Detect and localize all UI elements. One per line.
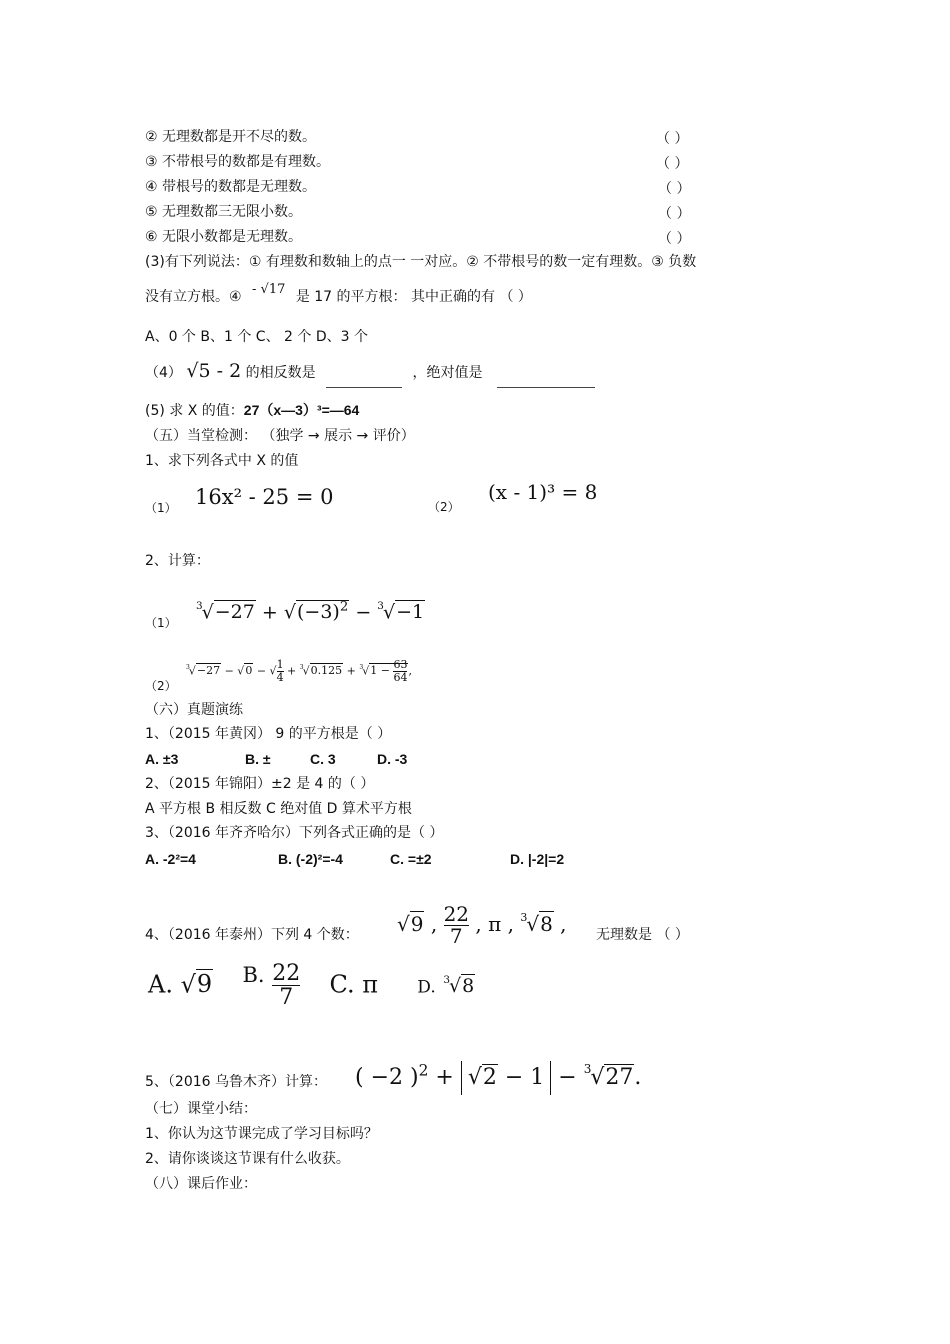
calc2-label: （2） [145,679,177,693]
s6-q1-option-d: D. -3 [377,751,408,767]
section7-title: （七）课堂小结： [145,1101,257,1117]
q5-equation: 27（x—3）³=—64 [243,402,360,418]
s6-q1-option-b: B. ± [245,751,271,767]
s6-q4-options: A. √9 B. $\frac{22}{7}$ C. π D. $^3$√8 [148,961,475,1011]
q4-line [145,356,595,388]
judgment-5-paren: （ ） [658,206,691,222]
q3-line2-a: 没有立方根。④ [145,289,242,305]
s6-q3-option-a: A. -2²=4 [145,851,196,867]
q4-text-a: 的相反数是 [245,365,316,381]
s6-q4-option-b-letter: B. [242,963,265,988]
q3-line2-b: 是 17 的平方根： 其中正确的有 （ ） [295,289,532,305]
judgment-2: ② 无理数都是开不尽的数。 [145,129,317,145]
sqrt5-minus-2: √5 - 2 [186,360,242,382]
q5-label: (5) 求 X 的值： [145,403,244,419]
sqrt17-expression: - √17 [252,282,286,297]
judgment-5: ⑤ 无理数都三无限小数。 [145,204,303,220]
s7-q2: 2、请你谈谈这节课有什么收获。 [145,1151,350,1167]
judgment-3-paren: （ ） [656,156,689,172]
calc1-expression: $^3√-27 + √(-3)^2 - ^3√-1$ [196,600,425,624]
judgment-4-paren: （ ） [658,181,691,197]
s6-q3-option-d: D. |-2|=2 [510,851,565,867]
eq2-label: （2） [428,500,460,514]
opposite-answer-blank[interactable] [326,373,402,388]
judgment-6-paren: （ ） [658,231,691,247]
judgment-6: ⑥ 无限小数都是无理数。 [145,229,303,245]
s6-q2-options: A 平方根 B 相反数 C 绝对值 D 算术平方根 [145,801,412,817]
q3-line1: (3)有下列说法：① 有理数和数轴上的点一 一对应。② 不带根号的数一定有理数。③ 负数 [145,254,697,270]
q5-line [145,401,359,420]
section5-q2: 2、计算： [145,553,210,569]
s6-q4-option-a-letter: A. [148,970,173,999]
eq1-math: 16x² - 25 = 0 [195,485,334,509]
s6-q1: 1、（2015 年黄冈） 9 的平方根是（ ） [145,726,392,742]
s6-q3: 3、（2016 年齐齐哈尔）下列各式正确的是（ ） [145,825,444,841]
q4-label: （4） [145,365,182,381]
s6-q3-option-b: B. (-2)²=-4 [278,851,343,867]
s6-q1-option-a: A. ±3 [145,751,179,767]
eq1-label: （1） [145,501,177,515]
s6-q2: 2、（2015 年锦阳）±2 是 4 的（ ） [145,776,375,792]
s7-q1: 1、你认为这节课完成了学习目标吗？ [145,1126,378,1142]
section5-q1: 1、求下列各式中 X 的值 [145,453,299,469]
eq2-math: (x - 1)³ = 8 [488,480,598,504]
q3-options: A、0 个 B、1 个 C、 2 个 D、3 个 [145,329,368,345]
judgment-2-paren: （ ） [656,131,689,147]
calc2-expression: $^3$√−27 − √0 − √ $\frac{1}{4}$ + $^3$√0.125 + $^3$√1 − $\frac{63}{64}$ , [186,658,412,684]
calc1-label: （1） [145,616,177,630]
s6-q4-option-c-letter: C. [329,970,355,999]
judgment-3: ③ 不带根号的数都是有理数。 [145,154,331,170]
s6-q3-option-c: C. =±2 [390,851,432,867]
judgment-4: ④ 带根号的数都是无理数。 [145,179,317,195]
absolute-value-answer-blank[interactable] [497,373,595,388]
s6-q4-numbers: √9 , $\frac{22}{7}$ , π , $^3$√8 , [397,901,567,948]
q4-text-b: ，绝对值是 [412,365,483,381]
section5-title: （五）当堂检测： （独学 → 展示 → 评价） [145,428,415,444]
s6-q4: 4、（2016 年泰州）下列 4 个数： [145,927,359,943]
s6-q1-option-c: C. 3 [310,751,336,767]
s6-q5: 5、（2016 乌鲁木齐）计算： [145,1074,327,1090]
s6-q4-option-d-letter: D. [417,977,436,998]
q3-line2 [145,282,532,307]
section8-title: （八）课后作业： [145,1176,257,1192]
section6-title: （六）真题演练 [145,702,243,718]
s6-q5-expression: ( −2 )$^2$ + √2 − 1 − $^3$√27. [355,1052,641,1095]
s6-q4-tail: 无理数是 （ ） [596,927,689,943]
